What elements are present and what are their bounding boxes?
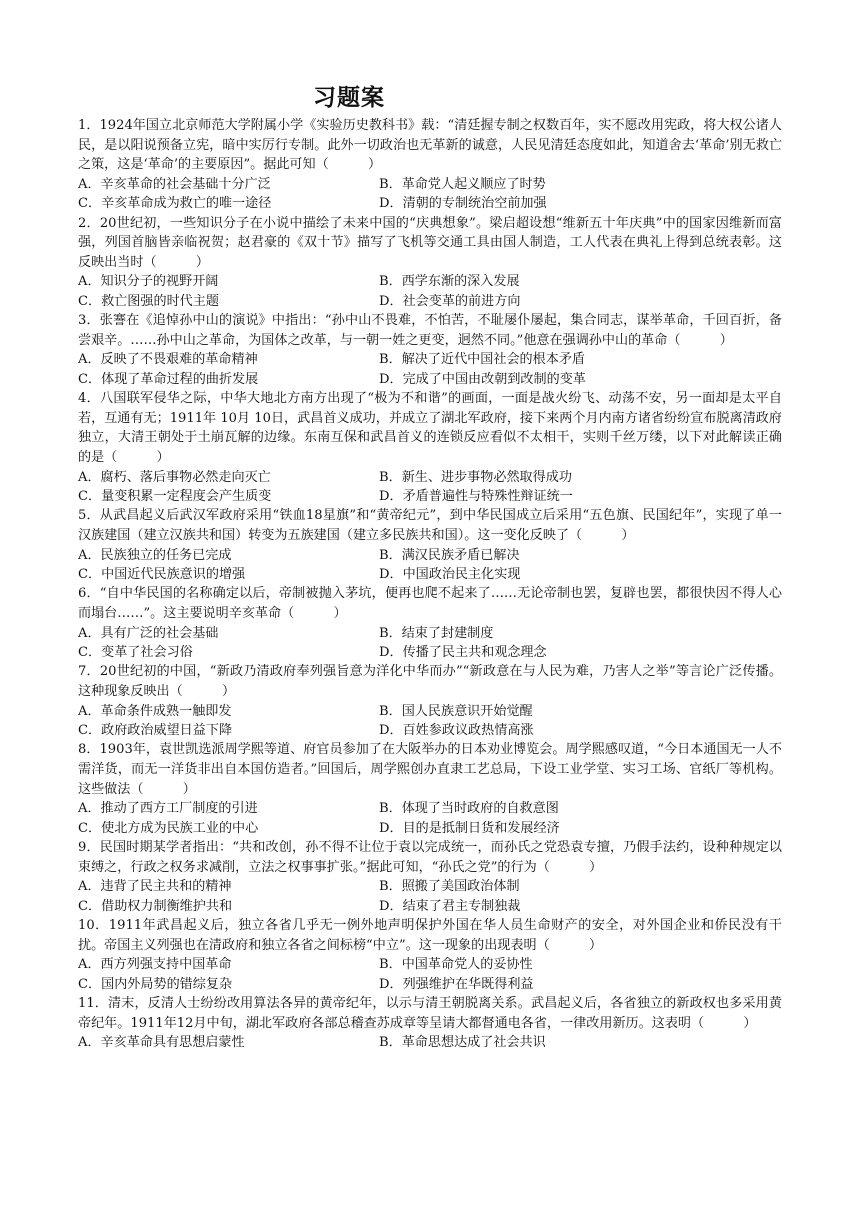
option-c: C．变革了社会习俗	[78, 644, 193, 660]
option-c: C．救亡图强的时代主题	[78, 293, 219, 309]
option-c: C．体现了革命过程的曲折发展	[78, 371, 259, 387]
question-stem: 7．20世纪初的中国，“新政乃清政府奉列强旨意为洋化中华而办”“新政意在与人民为难，乃害人之举”等言论广泛传播。这种现象反映出（ ）	[78, 664, 782, 699]
option-c: C．辛亥革命成为救亡的唯一途径	[78, 196, 272, 212]
option-b: B．结束了封建制度	[379, 625, 494, 641]
option-b: B．革命党人起义顺应了时势	[379, 176, 546, 192]
options	[78, 175, 782, 214]
option-b: B．中国革命党人的妥协性	[379, 957, 533, 973]
question-8	[78, 740, 782, 838]
options	[78, 955, 782, 994]
option-a: A．违背了民主共和的精神	[78, 879, 232, 895]
options	[78, 702, 782, 741]
question-stem: 6．“自中华民国的名称确定以后，帝制被抛入茅坑，便再也爬不起来了……无论帝制也罢，复辟也罢，都很快因不得人心而塌台……”。这主要说明辛亥革命（ ）	[78, 586, 782, 621]
option-b: B．照搬了美国政治体制	[379, 879, 520, 895]
option-b: B．解决了近代中国社会的根本矛盾	[379, 352, 586, 368]
question-9	[78, 838, 782, 916]
question-stem: 2．20世纪初，一些知识分子在小说中描绘了未来中国的“庆典想象”。梁启超设想“维新五十年庆典”中的国家因维新而富强，列国首脑皆亲临祝贺；赵君豪的《双十节》描写了飞机等交通工具由国人制造，工人代表在典礼上得到总统表彰。这反映出当时（ ）	[78, 215, 782, 270]
question-7	[78, 662, 782, 740]
option-a: A．辛亥革命的社会基础十分广泛	[78, 176, 271, 192]
option-a: A．具有广泛的社会基础	[78, 625, 219, 641]
options	[78, 546, 782, 585]
question-stem: 5．从武昌起义后武汉军政府采用“铁血18星旗”和“黄帝纪元”，到中华民国成立后采用“五色旗、民国纪年”，实现了单一汉族建国（建立汉族共和国）转变为五族建国（建立多民族共和国）。这一变化反映了（ ）	[78, 508, 782, 543]
option-d: D．目的是抵制日货和发展经济	[379, 820, 560, 836]
question-stem: 3．张謇在《追悼孙中山的演说》中指出：“孙中山不畏难，不怕苦，不耻屡仆屡起，集合同志，谋举革命，千回百折，备尝艰辛。……孙中山之革命，为国体之改革，与一朝一姓之更变，迥然不同。”他意在强调孙中山的革命（ ）	[78, 313, 782, 348]
option-c: C．国内外局势的错综复杂	[78, 976, 233, 992]
option-d: D．完成了中国由改朝到改制的变革	[379, 371, 586, 387]
page-title: 习题案	[313, 85, 385, 111]
question-2	[78, 214, 782, 312]
option-a: A．反映了不畏艰难的革命精神	[78, 352, 258, 368]
option-a: A．腐朽、落后事物必然走向灭亡	[78, 469, 271, 485]
options	[78, 624, 782, 663]
option-b: B．西学东渐的深入发展	[379, 274, 520, 290]
option-d: D．结束了君主专制独裁	[379, 898, 521, 914]
options	[78, 877, 782, 916]
question-10	[78, 916, 782, 994]
option-d: D．传播了民主共和观念理念	[379, 644, 547, 660]
options	[78, 350, 782, 389]
question-11	[78, 994, 782, 1053]
option-b: B．国人民族意识开始觉醒	[379, 703, 533, 719]
option-b: B．体现了当时政府的自救意图	[379, 801, 559, 817]
question-stem: 9．民国时期某学者指出：“共和改创，孙不得不让位于袁以完成统一，而孙氏之党恐袁专擅，乃假手法约，设种种规定以束缚之，行政之权务求减削，立法之权事事扩张。”据此可知，“孙氏之党”的行为（ ）	[78, 839, 782, 875]
question-4	[78, 389, 782, 506]
option-d: D．列强维护在华既得利益	[379, 976, 534, 992]
option-a: A．革命条件成熟一触即发	[78, 703, 232, 719]
question-6	[78, 584, 782, 662]
question-stem: 1．1924年国立北京师范大学附属小学《实验历史教科书》载：“清廷握专制之权数百年，实不愿改用宪政，将大权公诸人民，是以阳说预备立宪，暗中实厉行专制。此外一切政治也无革新的诚意，人民见清廷态度如此，知道舍去‘革命’别无救亡之策，这是‘革命’的主要原因”。据此可知（ ）	[78, 118, 782, 173]
option-c: C．借助权力制衡维护共和	[78, 898, 233, 914]
option-a: A．知识分子的视野开阔	[78, 274, 219, 290]
option-d: D．矛盾普遍性与特殊性辩证统一	[379, 488, 573, 504]
option-a: A．民族独立的任务已完成	[78, 547, 232, 563]
option-a: A．西方列强支持中国革命	[78, 957, 232, 973]
option-d: D．社会变革的前进方向	[379, 293, 521, 309]
option-c: C．政府政治威望日益下降	[78, 722, 233, 738]
option-c: C．使北方成为民族工业的中心	[78, 820, 259, 836]
option-b: B．革命思想达成了社会共识	[379, 1035, 546, 1051]
question-stem: 4．八国联军侵华之际，中华大地北方南方出现了“极为不和谐”的画面，一面是战火纷飞、动荡不安，另一面却是太平自若，互通有无；1911年 10月 10日，武昌首义成功，并成立了湖北军政府，接下来两个月内南方诸省纷纷宣布脱离清政府独立，大清王朝处于土崩瓦解的边缘。东南互保和武昌首义的连锁反应看似不太相干，实则千丝万缕，以下对此解读正确的是（ ）	[78, 391, 782, 465]
option-d: D．百姓参政议政热情高涨	[379, 722, 534, 738]
option-a: A．推动了西方工厂制度的引进	[78, 801, 258, 817]
options	[78, 272, 782, 311]
options	[78, 468, 782, 507]
option-c: C．中国近代民族意识的增强	[78, 566, 246, 582]
question-stem: 10．1911年武昌起义后，独立各省几乎无一例外地声明保护外国在华人员生命财产的安全，对外国企业和侨民没有干扰。帝国主义列强也在清政府和独立各省之间标榜“中立”。这一现象的出现表明（ ）	[78, 917, 782, 953]
question-stem: 8．1903年，袁世凯选派周学熙等道、府官员参加了在大阪举办的日本劝业博览会。周学熙感叹道，“今日本通国无一人不需洋货，而无一洋货非出自本国仿造者。”回国后，周学熙创办直隶工艺总局，下设工业学堂、实习工场、官纸厂等机构。这些做法（ ）	[78, 742, 782, 797]
options	[78, 799, 782, 838]
options	[78, 1033, 782, 1052]
option-a: A．辛亥革命具有思想启蒙性	[78, 1035, 245, 1051]
question-3	[78, 311, 782, 389]
option-d: D．中国政治民主化实现	[379, 566, 521, 582]
option-b: B．满汉民族矛盾已解决	[379, 547, 520, 563]
question-5	[78, 506, 782, 584]
option-d: D．清朝的专制统治空前加强	[379, 196, 547, 212]
question-stem: 11．清末，反清人士纷纷改用算法各异的黄帝纪年，以示与清王朝脱离关系。武昌起义后，各省独立的新政权也多采用黄帝纪年。1911年12月中旬，湖北军政府各部总稽查苏成章等呈请大都督通电各省，一律改用新历。这表明（ ）	[78, 995, 782, 1031]
option-c: C．量变积累一定程度会产生质变	[78, 488, 272, 504]
question-list	[78, 116, 782, 1053]
question-1	[78, 116, 782, 214]
option-b: B．新生、进步事物必然取得成功	[379, 469, 572, 485]
